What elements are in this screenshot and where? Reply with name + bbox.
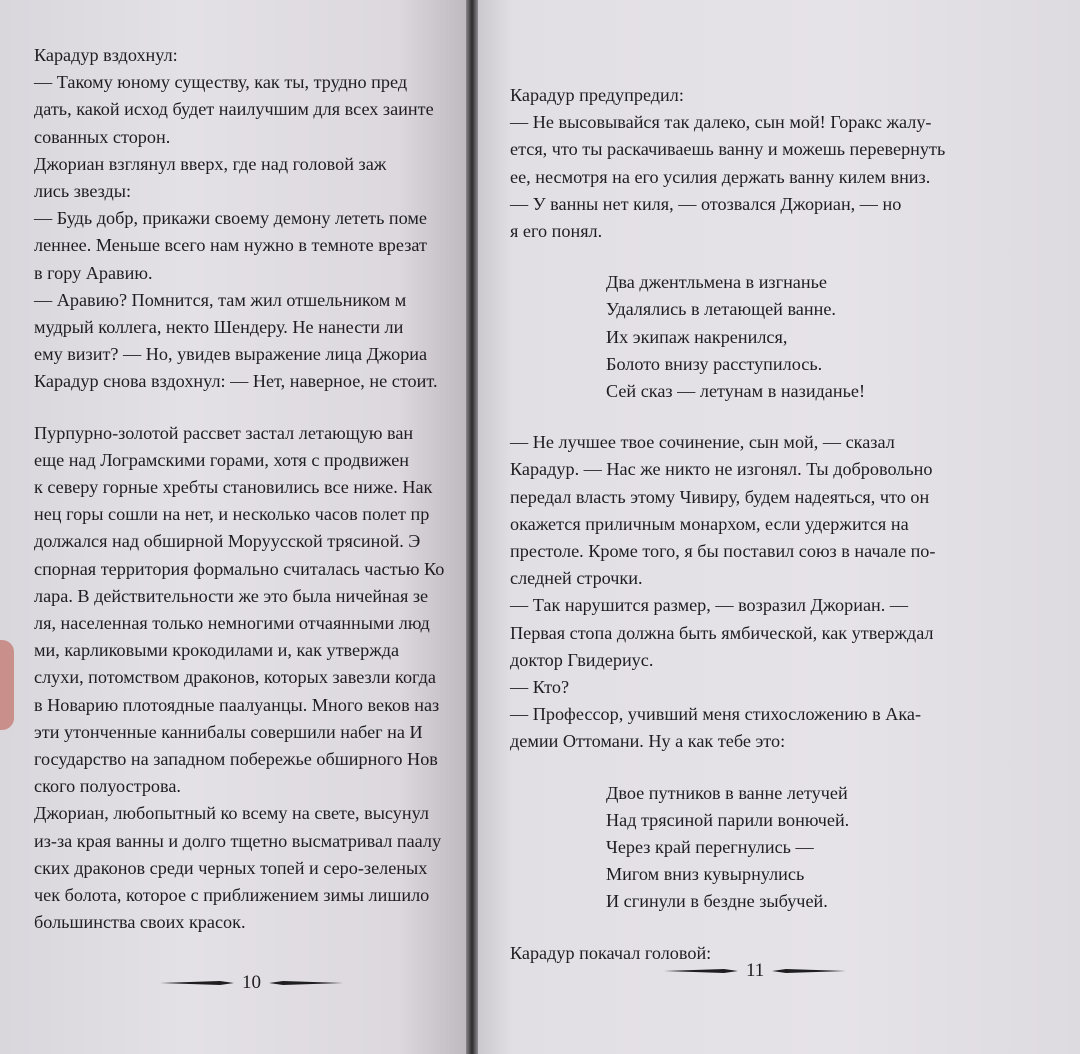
poem-2 [510, 780, 1030, 916]
text-line: Два джентльмена в изгнанье [606, 272, 827, 293]
text-line: доктор Гвидериус. [510, 649, 654, 670]
text-line: Через край перегнулись — [606, 837, 814, 858]
text-line: из-за края ванны и долго тщетно высматривал паалу [34, 830, 442, 851]
text-line: чек болота, которое с приближением зимы лишило [34, 885, 430, 906]
text-line: государство на западном побережье обширного Нов [34, 749, 438, 770]
right-paragraphs-a [510, 82, 1030, 245]
text-line: престоле. Кроме того, я бы поставил союз в начале по- [510, 541, 936, 562]
text-line: Над трясиной парили вонючей. [606, 809, 850, 830]
text-line: Карадур вздохнул: [34, 45, 178, 65]
text-line: — Будь добр, прикажи своему демону лететь поме [34, 208, 427, 229]
text-line: — Кто? [510, 677, 570, 698]
page-number-left [160, 972, 343, 994]
left-paragraphs-a [34, 42, 504, 396]
text-line: к северу горные хребты становились все ниже. Нак [34, 477, 433, 498]
text-line: нец горы сошли на нет, и несколько часов полет пр [34, 504, 430, 525]
text-line: Пурпурно-золотой рассвет застал летающую ван [34, 422, 414, 443]
text-line: слухи, потомством драконов, которых завезли когда [34, 667, 436, 688]
right-page-text [510, 82, 1030, 967]
text-line: ется, что ты раскачиваешь ванну и можешь перевернуть [510, 139, 946, 160]
text-line: следней строчки. [510, 568, 643, 589]
ornament-left-icon [664, 966, 738, 976]
ornament-left-icon [160, 978, 234, 988]
text-line: еще над Лограмскими горами, хотя с продвижен [34, 449, 410, 470]
text-line: — Не лучшее твое сочинение, сын мой, — сказал [510, 432, 895, 453]
text-line: ля, населенная только немногими отчаянными люд [34, 613, 430, 634]
left-paragraphs-b [34, 420, 504, 937]
text-line: Джориан взглянул вверх, где над головой заж [34, 153, 387, 174]
text-line: Первая стопа должна быть ямбической, как утверждал [510, 622, 934, 643]
text-line: ми, карликовыми крокодилами и, как утвержда [34, 640, 400, 661]
text-line: эти утонченные каннибалы совершили набег на И [34, 721, 423, 742]
text-line: И сгинули в бездне зыбучей. [606, 891, 828, 912]
text-line: лись звезды: [34, 181, 132, 202]
text-line: спорная территория формально считалась частью Ко [34, 558, 445, 579]
text-line: ского полуострова. [34, 776, 181, 797]
ornament-right-icon [772, 966, 846, 976]
text-line: — Так нарушится размер, — возразил Джориан. — [510, 595, 909, 616]
ornament-right-icon [269, 978, 343, 988]
thumb [0, 640, 14, 730]
text-line: Двое путников в ванне летучей [606, 782, 848, 803]
text-line: Их экипаж накренился, [606, 326, 788, 347]
text-line: Карадур. — Нас же никто не изгонял. Ты добровольно [510, 459, 933, 480]
text-line: ему визит? — Но, увидев выражение лица Джориа [34, 344, 428, 365]
folio-right-number: 11 [746, 960, 765, 981]
text-line: мудрый коллега, некто Шендеру. Не нанести ли [34, 317, 404, 338]
page-number-right [664, 960, 846, 982]
text-line: в гору Аравию. [34, 262, 153, 283]
text-line: должался над обширной Моруусской трясиной. Э [34, 531, 421, 552]
text-line: ее, несмотря на его усилия держать ванну килем вниз. [510, 166, 931, 187]
text-line: Карадур предупредил: [510, 85, 684, 105]
text-line: лара. В действительности же это была ничейная зе [34, 585, 429, 606]
text-line: передал власть этому Чивиру, будем надеяться, что он [510, 486, 930, 507]
text-line: окажется приличным монархом, если удержится на [510, 513, 909, 534]
text-line: Мигом вниз кувырнулись [606, 864, 805, 885]
text-line: сованных сторон. [34, 126, 171, 147]
poem-1 [510, 269, 1030, 405]
left-page-text [34, 42, 504, 937]
text-line: Карадур покачал головой: [510, 942, 712, 963]
text-line: я его понял. [510, 221, 603, 242]
text-line: ских драконов среди черных топей и серо-зеленых [34, 857, 428, 878]
right-paragraphs-b [510, 429, 1030, 755]
text-line: демии Оттомани. Ну а как тебе это: [510, 731, 786, 752]
text-line: леннее. Меньше всего нам нужно в темноте врезат [34, 235, 427, 256]
text-line: Удалялись в летающей ванне. [606, 299, 836, 320]
text-line: Болото внизу расступилось. [606, 353, 823, 374]
text-line: — Профессор, учивший меня стихосложению в Ака- [510, 704, 922, 725]
text-line: Сей сказ — летунам в назиданье! [606, 381, 866, 402]
text-line: — Аравию? Помнится, там жил отшельником м [34, 289, 407, 310]
text-line: Карадур снова вздохнул: — Нет, наверное, не стоит. [34, 371, 438, 392]
text-line: в Новарию плотоядные паалуанцы. Много веков наз [34, 694, 440, 715]
text-line: — Не высовывайся так далеко, сын мой! Горакс жалу- [510, 112, 932, 133]
text-line: большинства своих красок. [34, 912, 246, 933]
text-line: дать, какой исход будет наилучшим для всех заинте [34, 99, 434, 120]
text-line: — У ванны нет киля, — отозвался Джориан, — но [510, 193, 902, 214]
folio-left-number: 10 [242, 972, 261, 993]
text-line: Джориан, любопытный ко всему на свете, высунул [34, 803, 429, 824]
text-line: — Такому юному существу, как ты, трудно пред [34, 72, 408, 93]
